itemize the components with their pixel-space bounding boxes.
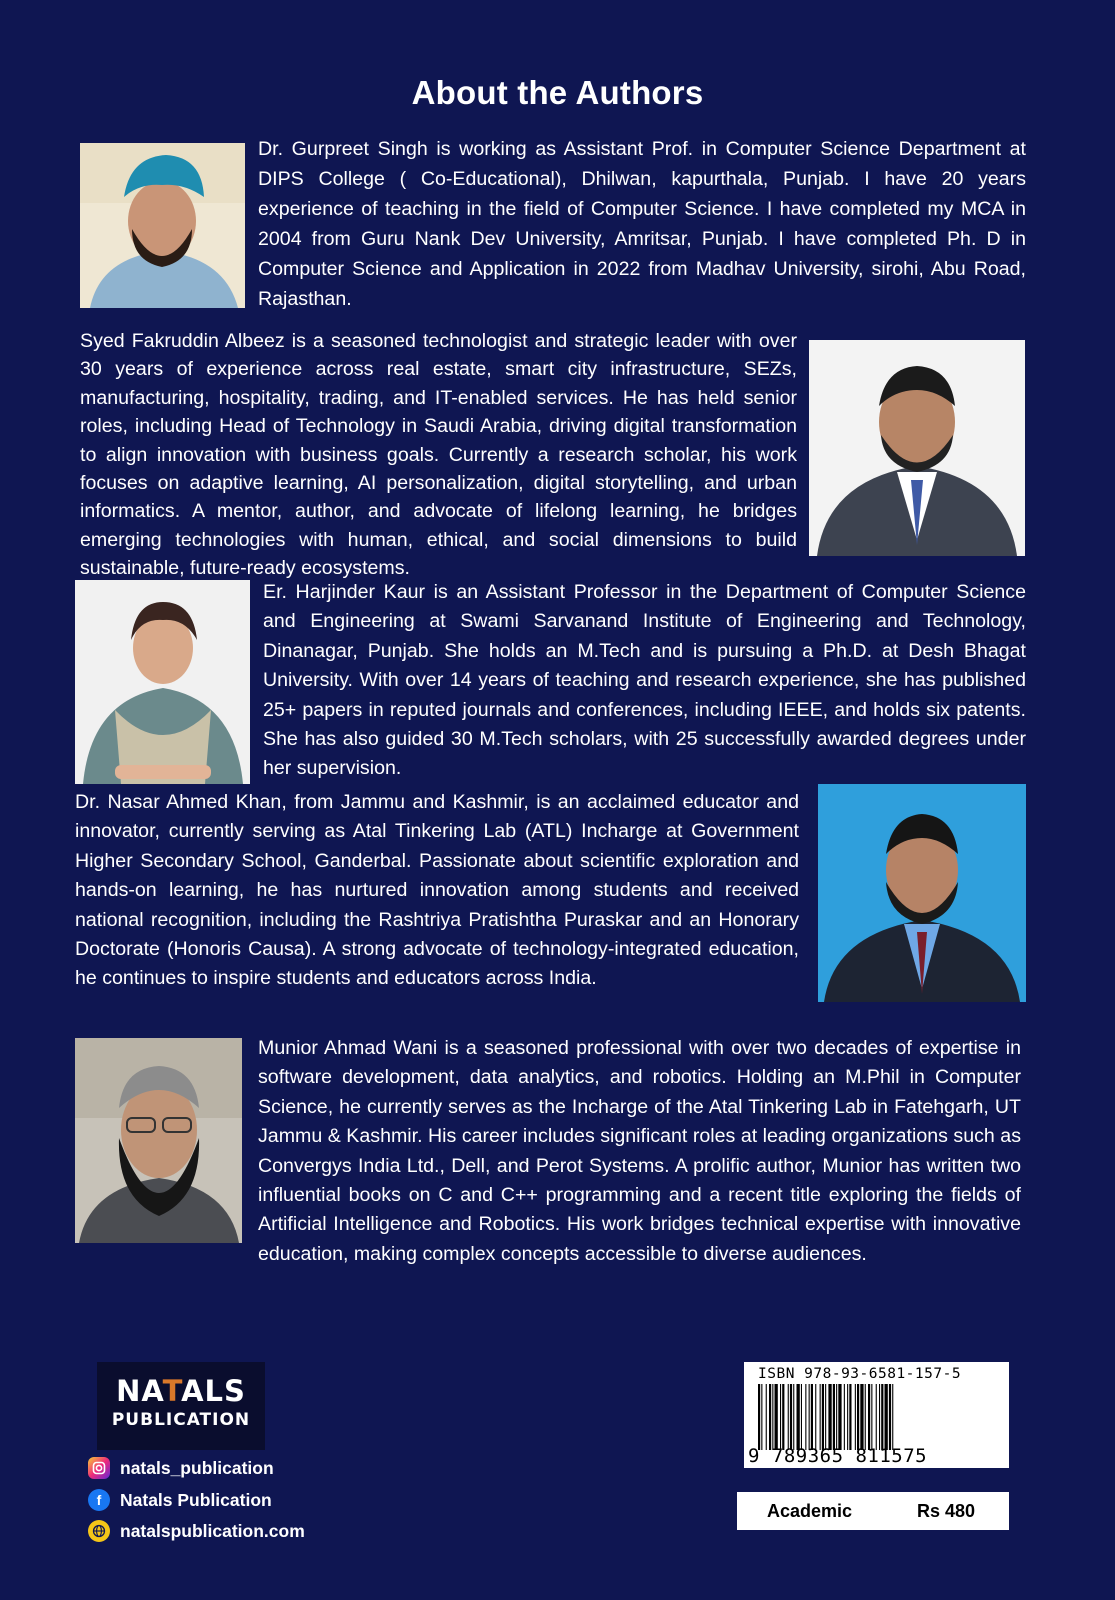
author-photo-munior-ahmad-wani bbox=[75, 1038, 242, 1243]
barcode-bars bbox=[758, 1384, 998, 1450]
author-bio-harjinder-kaur: Er. Harjinder Kaur is an Assistant Professor in the Department of Computer Science and Engineering at Swami Sarvanand Institute of Engineering and Technology, Dinanagar, Punjab. She holds an M.Tech and is pursuing a Ph.D. at Desh Bhagat University. With over 14 years of teaching and research experience, she has published 25+ papers in reputed journals and conferences, including IEEE, and holds six patents. She has also guided 30 M.Tech scholars, with 25 successfully awarded degrees under her supervision. bbox=[263, 581, 1026, 780]
author-bio-nasar-ahmed-khan: Dr. Nasar Ahmed Khan, from Jammu and Kashmir, is an acclaimed educator and innovator, currently serving as Atal Tinkering Lab (ATL) Incharge at Government Higher Secondary School, Ganderbal. Passionate about scientific exploration and hands-on learning, he has nurtured innovation among students and received national recognition, including the Rashtriya Pratishtha Puraskar and an Honorary Doctorate (Honoris Causa). A strong advocate of technology-integrated education, he continues to inspire students and educators across India. bbox=[75, 791, 799, 990]
isbn-label: ISBN 978-93-6581-157-5 bbox=[758, 1366, 962, 1382]
category-price-box bbox=[737, 1492, 1009, 1530]
social-instagram-label: natals_publication bbox=[120, 1457, 274, 1478]
isbn-digits: 9 789365 811575 bbox=[748, 1445, 928, 1467]
social-website[interactable] bbox=[88, 1518, 305, 1544]
globe-icon bbox=[88, 1520, 110, 1542]
author-bio-gurpreet-singh: Dr. Gurpreet Singh is working as Assistant Prof. in Computer Science Department at DIPS College ( Co-Educational), Dhilwan, kapurthala, Punjab. I have 20 years experience of teaching in the field of Computer Science. I have completed my MCA in 2004 from Guru Nank Dev University, Amritsar, Punjab. I have completed Ph. D in Computer Science and Application in 2022 from Madhav University, sirohi, Abu Road, Rajasthan. bbox=[258, 138, 1026, 310]
isbn-barcode bbox=[744, 1362, 1009, 1468]
author-bio-munior-ahmad-wani: Munior Ahmad Wani is a seasoned professional with over two decades of expertise in software development, data analytics, and robotics. Holding an M.Phil in Computer Science, he currently serves as the Incharge of the Atal Tinkering Lab in Fatehgarh, UT Jammu & Kashmir. His career includes significant roles at leading organizations such as Convergys India Ltd., Dell, and Perot Systems. A prolific author, Munior has written two influential books on C and C++ programming and a recent title exploring the fields of Artificial Intelligence and Robotics. His work bridges technical expertise with innovative education, making complex concepts accessible to diverse audiences. bbox=[258, 1037, 1021, 1265]
social-facebook-label: Natals Publication bbox=[120, 1489, 272, 1510]
publisher-logo-subtitle: PUBLICATION bbox=[111, 1410, 251, 1430]
publisher-logo-wordmark: NATALS bbox=[116, 1374, 246, 1408]
author-photo-syed-fakruddin-albeez bbox=[809, 340, 1025, 556]
social-instagram[interactable] bbox=[88, 1455, 274, 1481]
author-photo-gurpreet-singh bbox=[80, 143, 245, 308]
author-photo-nasar-ahmed-khan bbox=[818, 784, 1026, 1002]
author-bio-syed-fakruddin-albeez: Syed Fakruddin Albeez is a seasoned technologist and strategic leader with over 30 years of experience across real estate, smart city infrastructure, SEZs, manufacturing, hospitality, trading, and IT-enabled services. He has held senior roles, including Head of Technology in Saudi Arabia, driving digital transformation to align innovation with business goals. Currently a research scholar, his work focuses on adaptive learning, AI personalization, digital storytelling, and urban informatics. A mentor, author, and advocate of lifelong learning, he bridges emerging technologies with human, ethical, and social dimensions to build sustainable, future-ready ecosystems. bbox=[80, 330, 797, 580]
author-photo-harjinder-kaur bbox=[75, 580, 250, 784]
instagram-icon bbox=[88, 1457, 110, 1479]
publisher-logo bbox=[97, 1362, 265, 1450]
book-price: Rs 480 bbox=[917, 1501, 976, 1521]
page-title: About the Authors bbox=[411, 74, 704, 111]
social-facebook[interactable] bbox=[88, 1487, 272, 1513]
social-website-label: natalspublication.com bbox=[120, 1520, 305, 1541]
facebook-icon: f bbox=[88, 1489, 110, 1511]
book-category: Academic bbox=[767, 1501, 853, 1521]
